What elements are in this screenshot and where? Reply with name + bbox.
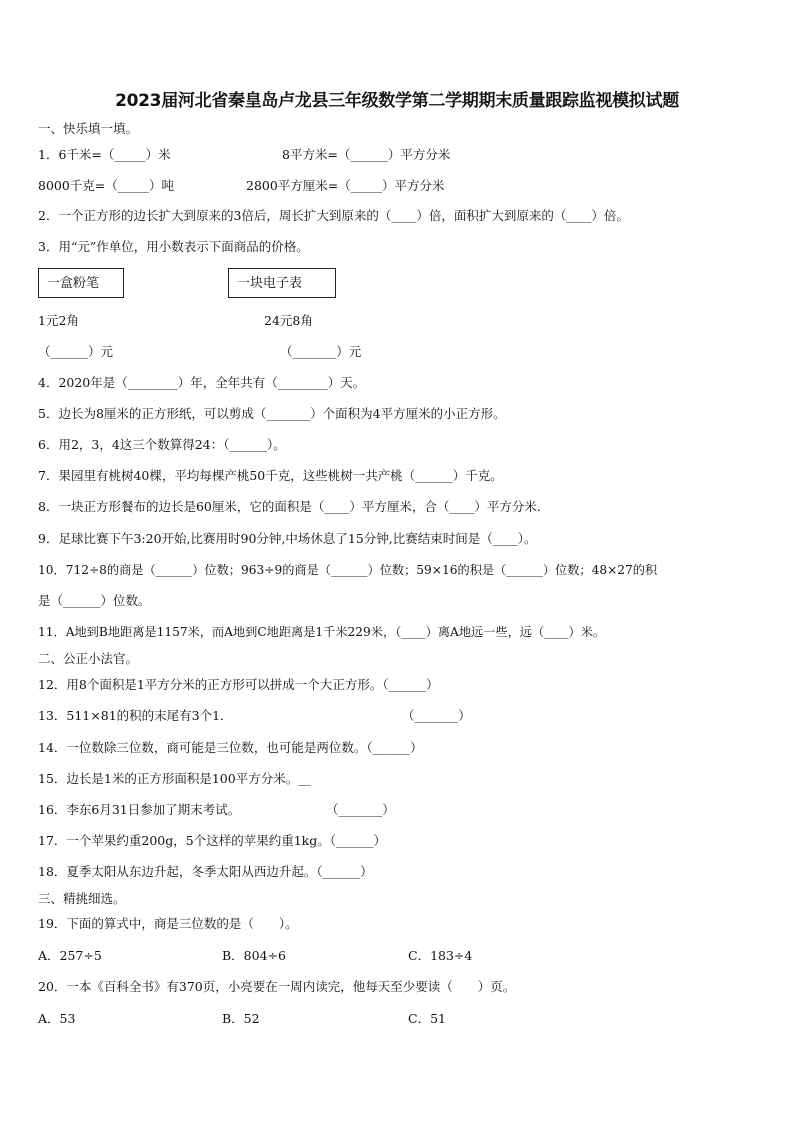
question-11: 11．A地到B地距离是1157米，而A地到C地距离是1千米229米，（____）离A地远一些，远（____）米。 xyxy=(38,625,606,639)
question-2: 2．一个正方形的边长扩大到原来的3倍后，周长扩大到原来的（____）倍，面积扩大到原来的（____）倍。 xyxy=(38,208,629,223)
q20-option-c: C．51 xyxy=(408,1011,446,1026)
question-12: 12．用8个面积是1平方分米的正方形可以拼成一个大正方形。（______） xyxy=(38,677,439,692)
question-17: 17．一个苹果约重200g，5个这样的苹果约重1kg。（______） xyxy=(38,833,386,848)
question-14: 14．一位数除三位数，商可能是三位数，也可能是两位数。（______） xyxy=(38,740,423,755)
question-4: 4．2020年是（________）年，全年共有（________）天。 xyxy=(38,375,366,390)
q1-part-a: 1．6千米=（_____）米 xyxy=(38,147,171,162)
q19-option-a: A．257÷5 xyxy=(38,948,102,963)
chalk-box-label: 一盒粉笔 xyxy=(38,268,124,298)
q1-part-d: 2800平方厘米=（_____）平方分米 xyxy=(246,178,445,193)
question-15: 15．边长是1米的正方形面积是100平方分米。__ xyxy=(38,771,311,786)
q1-part-b: 8平方米=（______）平方分米 xyxy=(282,147,451,162)
q20-option-b: B．52 xyxy=(222,1011,260,1026)
q19-option-b: B．804÷6 xyxy=(222,948,286,963)
q19-option-c: C．183÷4 xyxy=(408,948,473,963)
question-8: 8．一块正方形餐布的边长是60厘米，它的面积是（____）平方厘米，合（____）平方分米. xyxy=(38,499,541,514)
watch-answer-blank: （_______）元 xyxy=(280,344,362,359)
question-16-blank: （_______） xyxy=(326,802,395,817)
question-10-line-1: 10．712÷8的商是（______）位数；963÷9的商是（______）位数；59×16的积是（______）位数；48×27的积 xyxy=(38,563,658,577)
question-13-blank: （_______） xyxy=(402,708,471,723)
section-1-heading: 一、快乐填一填。 xyxy=(38,121,139,136)
question-20: 20．一本《百科全书》有370页，小亮要在一周内读完，他每天至少要读（ ）页。 xyxy=(38,979,516,994)
chalk-price: 1元2角 xyxy=(38,313,79,328)
question-18: 18．夏季太阳从东边升起，冬季太阳从西边升起。（______） xyxy=(38,864,373,879)
question-16: 16．李东6月31日参加了期末考试。 xyxy=(38,802,241,817)
question-6: 6．用2，3，4这三个数算得24：（______）。 xyxy=(38,437,286,452)
chalk-answer-blank: （______）元 xyxy=(38,344,114,359)
q1-part-c: 8000千克=（_____）吨 xyxy=(38,178,175,193)
watch-box-label: 一块电子表 xyxy=(228,268,336,298)
question-5: 5．边长为8厘米的正方形纸，可以剪成（_______）个面积为4平方厘米的小正方形。 xyxy=(38,406,506,421)
watch-price: 24元8角 xyxy=(264,313,313,328)
question-19: 19．下面的算式中，商是三位数的是（ ）。 xyxy=(38,916,298,931)
question-7: 7．果园里有桃树40棵，平均每棵产桃50千克，这些桃树一共产桃（______）千克。 xyxy=(38,468,503,483)
question-13: 13．511×81的积的末尾有3个1． xyxy=(38,708,233,723)
question-10-line-2: 是（______）位数。 xyxy=(38,593,151,608)
question-9: 9．足球比赛下午3:20开始,比赛用时90分钟,中场休息了15分钟,比赛结束时间是（____）。 xyxy=(38,531,537,546)
section-2-heading: 二、公正小法官。 xyxy=(38,651,139,666)
section-3-heading: 三、精挑细选。 xyxy=(38,891,126,906)
page-title: 2023届河北省秦皇岛卢龙县三年级数学第二学期期末质量跟踪监视模拟试题 xyxy=(115,91,679,111)
question-3: 3．用“元”作单位，用小数表示下面商品的价格。 xyxy=(38,239,309,254)
q20-option-a: A．53 xyxy=(38,1011,76,1026)
